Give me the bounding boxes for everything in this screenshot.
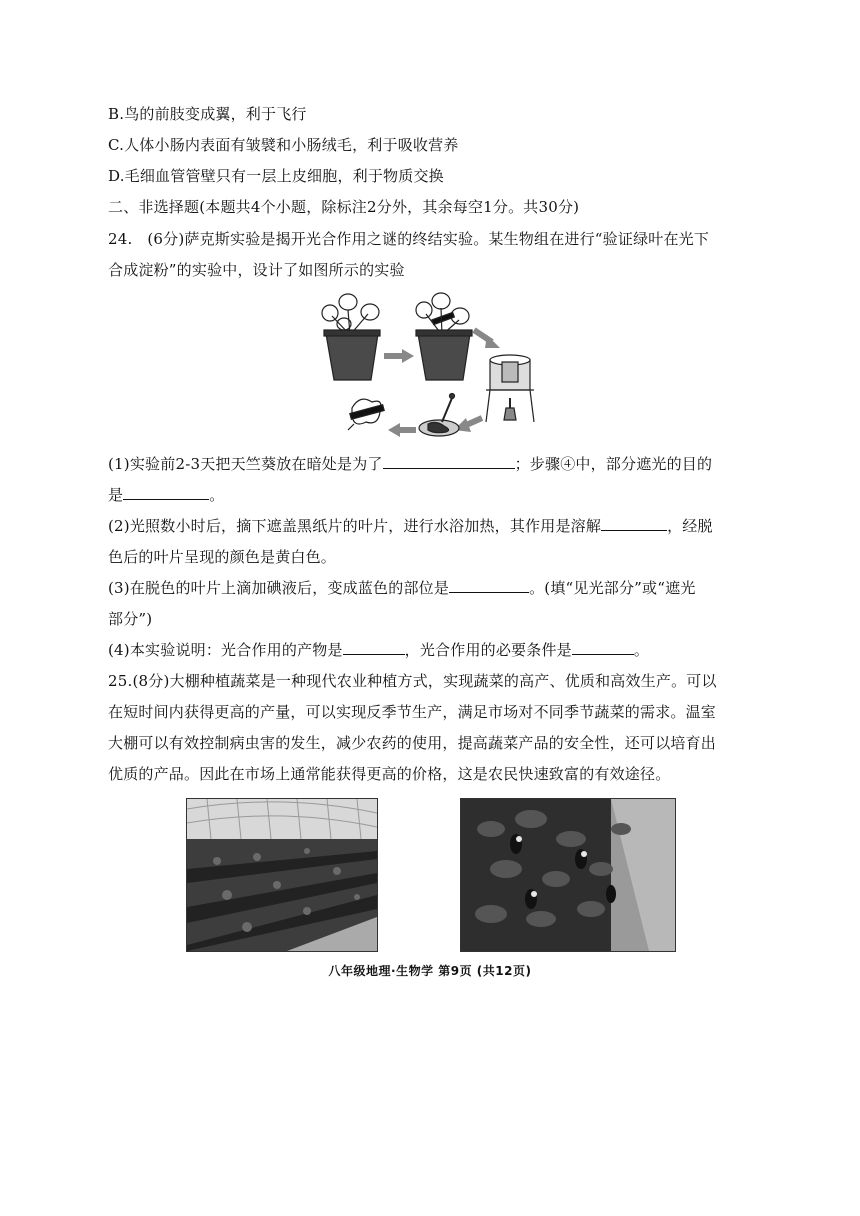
q25-line-3: 大棚可以有效控制病虫害的发生，减少农药的使用，提高蔬菜产品的安全性，还可以培育出 [108,734,717,752]
q25-line-1: 25.(8分)大棚种植蔬菜是一种现代农业种植方式，实现蔬菜的高产、优质和高效生产。可以 [108,672,717,690]
option-c: C.人体小肠内表面有皱襞和小肠绒毛，利于吸收营养 [108,136,459,154]
q24-intro-line-2: 合成淀粉”的实验中，设计了如图所示的实验 [108,261,405,279]
answer-blank-1[interactable] [383,454,515,469]
potted-plant-2-icon [416,293,472,380]
q24-part-1 [108,454,756,474]
q24-part-2-cont: 色后的叶片呈现的颜色是黄白色。 [108,548,337,566]
q24-part-2-text-a: (2)光照数小时后，摘下遮盖黑纸片的叶片，进行水浴加热，其作用是溶解 [108,517,602,535]
potted-plant-1-icon [322,294,380,380]
answer-blank-6[interactable] [572,640,634,655]
q24-part-2-text-b: ，经脱 [667,517,713,535]
option-d: D.毛细血管管壁只有一层上皮细胞，利于物质交换 [108,167,444,185]
answer-blank-5[interactable] [343,640,405,655]
answer-blank-4[interactable] [449,578,529,593]
q24-part-4-text-b: ，光合作用的必要条件是 [404,641,572,659]
greenhouse-photo-1 [186,798,378,952]
q24-part-1-text-d: 。 [209,486,225,504]
q24-part-3-cont: 部分”) [108,610,153,628]
q24-part-4-text-c: 。 [633,641,650,659]
q24-part-1-cont [108,485,756,505]
q24-part-3-text-b: 。(填“见光部分”或“遮光 [529,579,696,597]
q24-part-2 [108,516,756,536]
q24-part-4 [108,640,756,660]
answer-blank-2[interactable] [123,485,209,500]
answer-blank-3[interactable] [601,516,667,531]
q24-part-1-text-c: 是 [108,486,124,504]
petri-dish-icon [419,394,459,437]
q24-intro-line-1: 24. (6分)萨克斯实验是揭开光合作用之谜的终结实验。某生物组在进行“验证绿叶在光下 [108,230,710,248]
option-b: B.鸟的前肢变成翼，利于飞行 [108,105,307,123]
greenhouse-photo-2 [460,798,676,952]
water-bath-icon [486,355,534,422]
page-footer: 八年级地理·生物学 第9页 (共12页) [328,964,532,978]
q25-line-2: 在短时间内获得更高的产量，可以实现反季节生产，满足市场对不同季节蔬菜的需求。温室 [108,703,717,721]
q24-part-3-text-a: (3)在脱色的叶片上滴加碘液后，变成蓝色的部位是 [108,579,450,597]
experiment-figure [314,290,540,450]
q24-part-1-text-b: ；步骤④中，部分遮光的目的 [514,455,713,473]
q25-line-4: 优质的产品。因此在市场上通常能获得更高的价格，这是农民快速致富的有效途径。 [108,765,671,783]
section-heading: 二、非选择题(本题共4个小题，除标注2分外，其余每空1分。共30分) [108,198,580,216]
q24-part-3 [108,578,756,598]
q24-part-1-text-a: (1)实验前2-3天把天竺葵放在暗处是为了 [108,455,383,473]
q24-part-4-text-a: (4)本实验说明：光合作用的产物是 [108,641,343,659]
leaf-icon [348,399,384,430]
